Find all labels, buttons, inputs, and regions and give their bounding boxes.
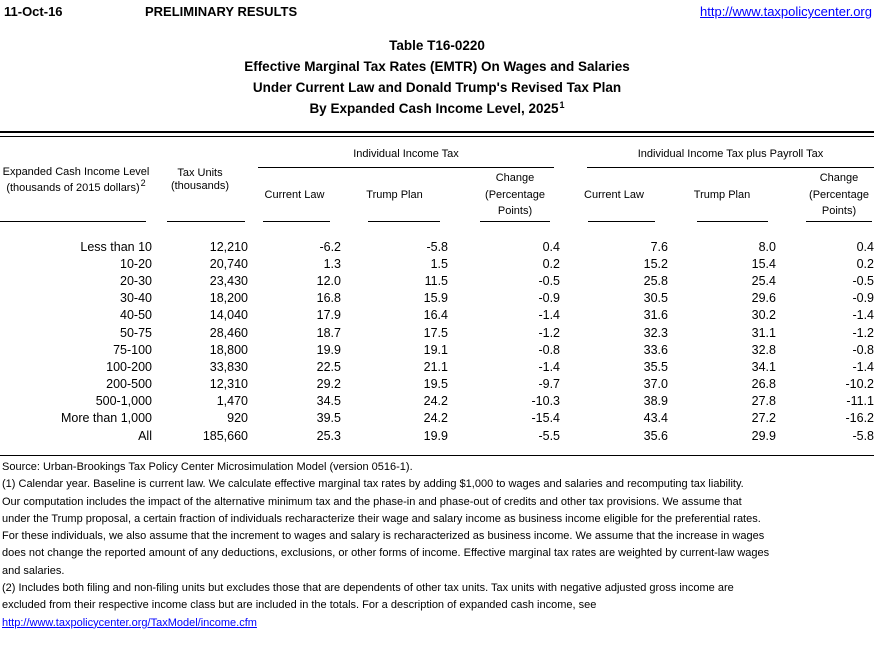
cell-pit-trump-plan: 30.2 — [751, 308, 776, 323]
cell-iit-current-law: 34.5 — [316, 394, 341, 409]
footnote-ref-2: 2 — [140, 177, 146, 188]
footnote-line: excluded from their respective income class but are included in the totals. For a description of expanded cash income, see — [2, 599, 597, 612]
cell-iit-change: -1.2 — [538, 325, 560, 340]
cell-iit-trump-plan: -5.8 — [426, 239, 448, 254]
date-label: 11-Oct-16 — [4, 4, 63, 19]
table-row — [0, 272, 874, 289]
cell-income-level: 40-50 — [120, 308, 152, 323]
footnotes — [2, 459, 874, 632]
cell-tax-units: 33,830 — [209, 359, 248, 374]
table-bottom-rule — [0, 455, 874, 456]
title-line-3: Under Current Law and Donald Trump's Revised Tax Plan — [252, 80, 622, 95]
cell-iit-current-law: 17.9 — [316, 308, 341, 323]
table-row — [0, 376, 874, 393]
cell-iit-change: -15.4 — [531, 411, 560, 426]
table-title — [0, 35, 874, 119]
title-line-2: Effective Marginal Tax Rates (EMTR) On Wages and Salaries — [244, 59, 630, 74]
cell-pit-trump-plan: 27.2 — [751, 411, 776, 426]
cell-iit-change: 0.4 — [542, 239, 560, 254]
cell-income-level: 500-1,000 — [95, 394, 152, 409]
column-header-iit-trump-plan: Trump Plan — [341, 168, 448, 222]
footnote-1 — [2, 476, 874, 580]
source-line: Source: Urban-Brookings Tax Policy Center Microsimulation Model (version 0516-1). — [2, 461, 413, 473]
column-header-tax-units: Tax Units (thousands) — [152, 137, 248, 222]
cell-income-level: Less than 10 — [80, 239, 152, 254]
cell-pit-trump-plan: 8.0 — [758, 239, 776, 254]
cell-income-level: 30-40 — [120, 291, 152, 306]
cell-income-level: All — [138, 428, 152, 443]
cell-iit-trump-plan: 19.1 — [423, 342, 448, 357]
cell-pit-current-law: 35.6 — [643, 428, 668, 443]
cell-iit-change: -5.5 — [538, 428, 560, 443]
cell-tax-units: 1,470 — [216, 394, 248, 409]
cell-pit-change: -1.2 — [852, 325, 874, 340]
cell-iit-current-law: -6.2 — [319, 239, 341, 254]
cell-tax-units: 12,210 — [209, 239, 248, 254]
cell-iit-trump-plan: 1.5 — [430, 256, 448, 271]
cell-pit-trump-plan: 25.4 — [751, 273, 776, 288]
title-line-4: By Expanded Cash Income Level, 2025$^1$ — [309, 99, 565, 116]
income-definition-link[interactable]: http://www.taxpolicycenter.org/TaxModel/income.cfm — [2, 616, 257, 629]
cell-income-level: 100-200 — [106, 359, 152, 374]
cell-iit-change: -10.3 — [531, 394, 560, 409]
cell-iit-trump-plan: 16.4 — [423, 308, 448, 323]
cell-iit-current-law: 16.8 — [316, 291, 341, 306]
cell-pit-current-law: 35.5 — [643, 359, 668, 374]
cell-pit-current-law: 38.9 — [643, 394, 668, 409]
cell-income-level: 75-100 — [113, 342, 152, 357]
cell-pit-current-law: 31.6 — [643, 308, 668, 323]
cell-pit-trump-plan: 32.8 — [751, 342, 776, 357]
cell-tax-units: 920 — [227, 411, 248, 426]
title-table-number: Table T16-0220 — [389, 38, 485, 53]
table-row — [0, 255, 874, 272]
model-link-line — [2, 615, 874, 632]
table-row — [0, 341, 874, 358]
cell-pit-current-law: 32.3 — [643, 325, 668, 340]
footnote-line: For these individuals, we also assume that the increment to wages and salary is recharacterized as business income. We assume that the increase in wages — [2, 530, 765, 543]
table-header — [0, 137, 874, 222]
cell-pit-change: 0.2 — [856, 256, 874, 271]
cell-iit-current-law: 29.2 — [316, 377, 341, 392]
cell-pit-trump-plan: 26.8 — [751, 377, 776, 392]
cell-iit-trump-plan: 24.2 — [423, 411, 448, 426]
cell-pit-current-law: 7.6 — [650, 239, 668, 254]
cell-iit-current-law: 22.5 — [316, 359, 341, 374]
footnote-line: (2) Includes both filing and non-filing units but excludes those that are dependents of other tax units. Tax units with negative adjusted gross income are — [2, 582, 734, 595]
cell-iit-trump-plan: 17.5 — [423, 325, 448, 340]
cell-iit-current-law: 19.9 — [316, 342, 341, 357]
cell-tax-units: 12,310 — [209, 377, 248, 392]
cell-tax-units: 20,740 — [209, 256, 248, 271]
cell-income-level: 20-30 — [120, 273, 152, 288]
cell-iit-current-law: 1.3 — [323, 256, 341, 271]
taxpolicycenter-link[interactable]: http://www.taxpolicycenter.org — [700, 4, 872, 19]
column-header-income-level: Expanded Cash Income Level (thousands of 2015 dollars)$^2$ — [0, 137, 152, 222]
cell-iit-change: 0.2 — [542, 256, 560, 271]
column-header-pit-trump-plan: Trump Plan — [668, 168, 776, 222]
cell-pit-current-law: 30.5 — [643, 291, 668, 306]
cell-pit-trump-plan: 15.4 — [751, 256, 776, 271]
emtr-table — [0, 137, 874, 444]
cell-pit-change: -0.8 — [852, 342, 874, 357]
column-header-iit-change: Change (Percentage Points) — [448, 168, 560, 222]
table-row — [0, 410, 874, 427]
cell-income-level: 10-20 — [120, 256, 152, 271]
table-row — [0, 307, 874, 324]
table-body — [0, 222, 874, 444]
table-row — [0, 324, 874, 341]
column-header-pit-current-law: Current Law — [560, 168, 668, 222]
cell-pit-current-law: 37.0 — [643, 377, 668, 392]
table-row — [0, 358, 874, 375]
cell-iit-change: -9.7 — [538, 377, 560, 392]
cell-tax-units: 18,200 — [209, 291, 248, 306]
cell-iit-change: -0.8 — [538, 342, 560, 357]
cell-pit-trump-plan: 31.1 — [751, 325, 776, 340]
cell-pit-change: -11.1 — [846, 394, 874, 409]
cell-iit-trump-plan: 19.9 — [423, 428, 448, 443]
cell-tax-units: 23,430 — [209, 273, 248, 288]
column-header-iit-current-law: Current Law — [248, 168, 341, 222]
cell-iit-trump-plan: 11.5 — [424, 273, 448, 288]
cell-iit-current-law: 39.5 — [316, 411, 341, 426]
table-row — [0, 393, 874, 410]
footnote-line: does not change the reported amount of any deductions, exclusions, or other forms of income. Effective marginal tax rates are weighted by current-law wages — [2, 547, 770, 560]
footnote-line: under the Trump proposal, a certain fraction of individuals recharacterize their wage and salary income as business income eligible for the preferential rates. — [2, 512, 761, 525]
cell-iit-change: -1.4 — [538, 308, 560, 323]
table-row — [0, 427, 874, 444]
cell-pit-current-law: 15.2 — [643, 256, 668, 271]
cell-tax-units: 18,800 — [209, 342, 248, 357]
group-header-income-plus-payroll-tax: Individual Income Tax plus Payroll Tax — [560, 137, 874, 168]
cell-income-level: 50-75 — [120, 325, 152, 340]
cell-pit-current-law: 33.6 — [643, 342, 668, 357]
cell-pit-change: -10.2 — [845, 377, 874, 392]
cell-pit-trump-plan: 29.6 — [751, 291, 776, 306]
footnote-line: and salaries. — [2, 564, 65, 577]
footnote-line: (1) Calendar year. Baseline is current law. We calculate effective marginal tax rates by adding $1,000 to wages and salaries and recomputing tax liability. — [2, 478, 744, 491]
cell-pit-trump-plan: 34.1 — [751, 359, 776, 374]
group-header-individual-income-tax: Individual Income Tax — [248, 137, 560, 168]
cell-pit-change: -5.8 — [852, 428, 874, 443]
cell-tax-units: 14,040 — [209, 308, 248, 323]
cell-iit-change: -0.9 — [538, 291, 560, 306]
cell-tax-units: 185,660 — [202, 428, 248, 443]
cell-pit-change: -0.9 — [852, 291, 874, 306]
cell-iit-current-law: 18.7 — [316, 325, 341, 340]
cell-pit-trump-plan: 29.9 — [751, 428, 776, 443]
cell-pit-change: -1.4 — [852, 308, 874, 323]
cell-pit-trump-plan: 27.8 — [751, 394, 776, 409]
cell-iit-change: -1.4 — [538, 359, 560, 374]
column-header-pit-change: Change (Percentage Points) — [776, 168, 874, 222]
cell-pit-change: -16.2 — [845, 411, 874, 426]
cell-income-level: 200-500 — [106, 377, 152, 392]
cell-pit-change: 0.4 — [856, 239, 874, 254]
cell-iit-trump-plan: 19.5 — [423, 377, 448, 392]
cell-iit-trump-plan: 15.9 — [423, 291, 448, 306]
cell-pit-current-law: 43.4 — [643, 411, 668, 426]
cell-tax-units: 28,460 — [209, 325, 248, 340]
cell-pit-change: -1.4 — [852, 359, 874, 374]
cell-iit-trump-plan: 24.2 — [423, 394, 448, 409]
table-row — [0, 290, 874, 307]
table-row — [0, 238, 874, 255]
cell-pit-current-law: 25.8 — [643, 273, 668, 288]
cell-iit-trump-plan: 21.1 — [423, 359, 448, 374]
cell-pit-change: -0.5 — [852, 273, 874, 288]
footnote-line: Our computation includes the impact of the alternative minimum tax and the phase-in and phase-out of credits and other tax provisions. We assume that — [2, 495, 742, 508]
cell-iit-change: -0.5 — [538, 273, 560, 288]
cell-income-level: More than 1,000 — [60, 411, 152, 426]
footnote-2 — [2, 580, 874, 615]
footnote-ref-1: 1 — [559, 99, 565, 110]
cell-iit-current-law: 12.0 — [316, 273, 341, 288]
spacer-row — [0, 222, 874, 238]
cell-iit-current-law: 25.3 — [316, 428, 341, 443]
preliminary-results-label: PRELIMINARY RESULTS — [145, 4, 298, 19]
